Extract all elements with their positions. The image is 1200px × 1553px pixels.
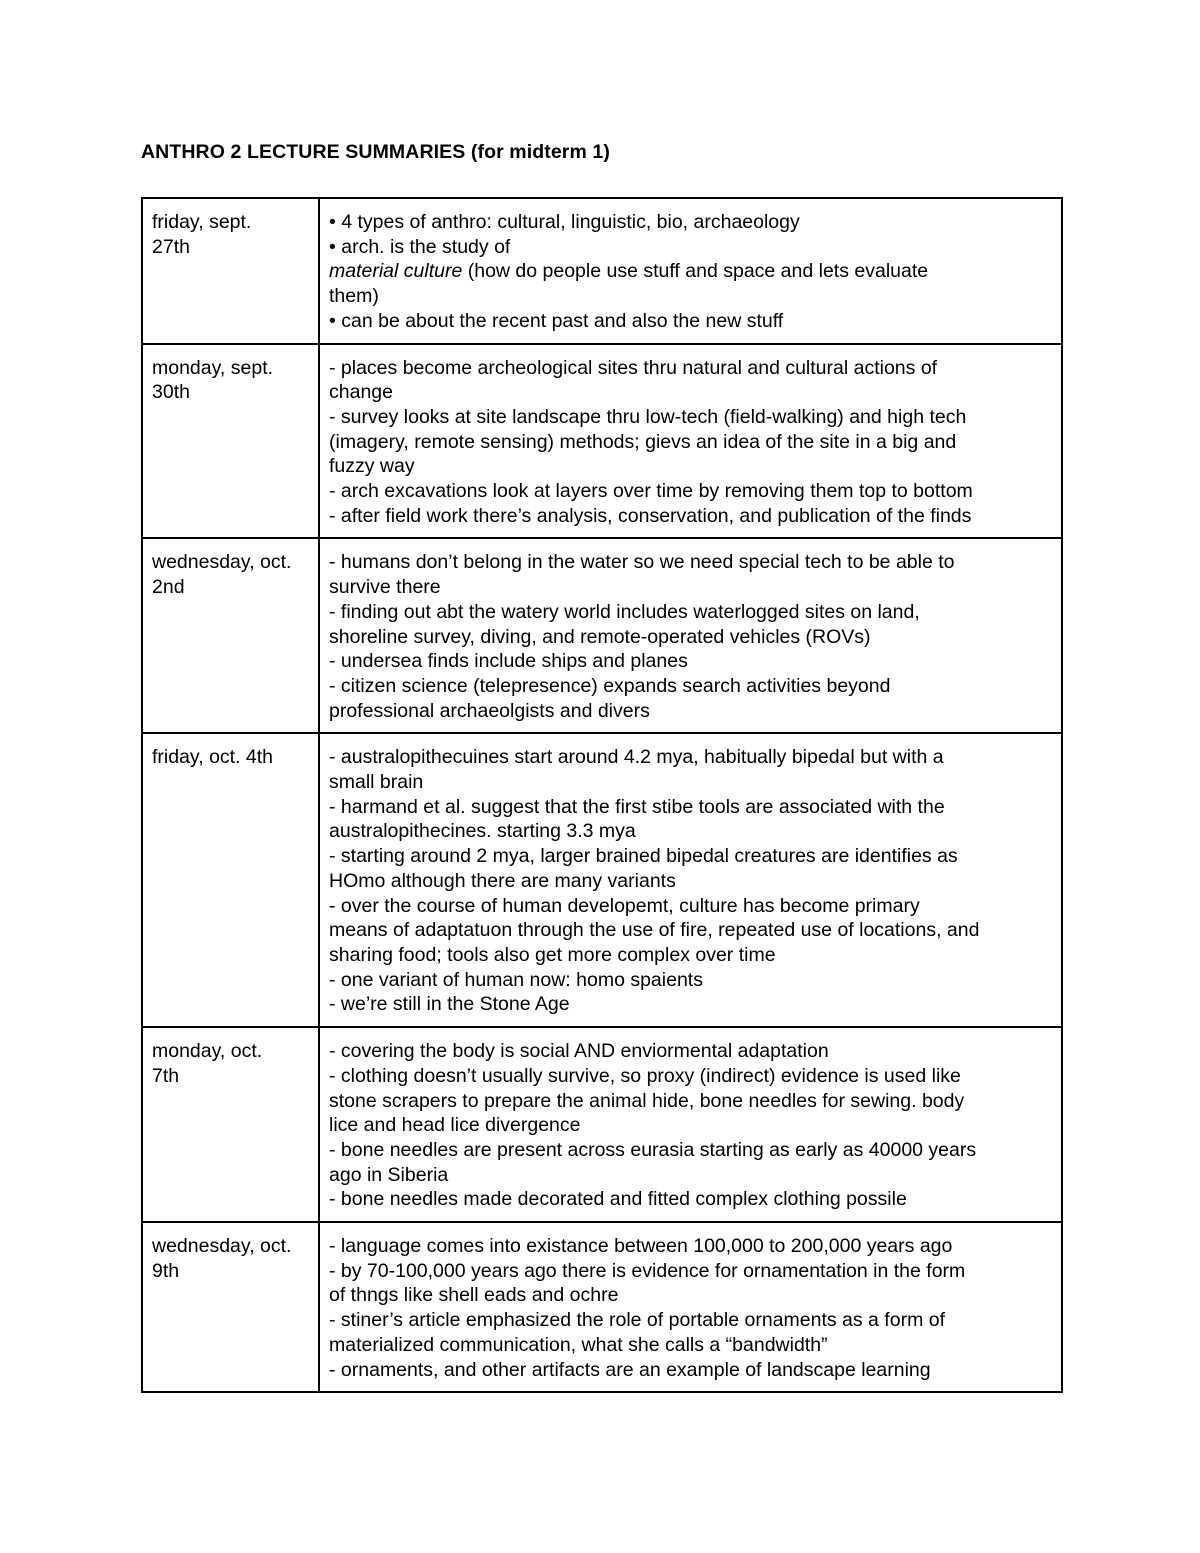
notes-cell bbox=[319, 1027, 1062, 1222]
date-cell bbox=[142, 344, 319, 539]
note-line: - bone needles are present across eurasia starting as early as 40000 years bbox=[329, 1138, 977, 1161]
lecture-summary-table bbox=[141, 197, 1063, 1393]
note-line: - citizen science (telepresence) expands search activities beyond bbox=[329, 674, 891, 697]
date-line: 27th bbox=[152, 235, 190, 258]
notes-cell bbox=[319, 733, 1062, 1027]
note-line bbox=[329, 259, 1053, 284]
note-line: - arch excavations look at layers over time by removing them top to bottom bbox=[329, 480, 973, 503]
note-line: - stiner’s article emphasized the role of portable ornaments as a form of bbox=[329, 1309, 945, 1332]
note-line: stone scrapers to prepare the animal hide, bone needles for sewing. body bbox=[329, 1089, 965, 1112]
note-line: - places become archeological sites thru natural and cultural actions of bbox=[329, 356, 938, 379]
date-line: friday, sept. bbox=[152, 211, 252, 233]
note-line: • 4 types of anthro: cultural, linguistic, bio, archaeology bbox=[329, 211, 800, 233]
note-line: lice and head lice divergence bbox=[329, 1114, 581, 1137]
note-line: HOmo although there are many variants bbox=[329, 869, 676, 892]
date-line: wednesday, oct. bbox=[152, 1235, 292, 1258]
date-line: 30th bbox=[152, 381, 190, 404]
note-fragment: (how do people use stuff and space and lets evaluate bbox=[462, 260, 929, 283]
date-line: wednesday, oct. bbox=[152, 551, 292, 574]
note-line: - finding out abt the watery world includes waterlogged sites on land, bbox=[329, 600, 920, 623]
date-line: friday, oct. 4th bbox=[152, 746, 274, 769]
notes-cell bbox=[319, 538, 1062, 733]
page-title: ANTHRO 2 LECTURE SUMMARIES (for midterm 1) bbox=[141, 141, 610, 163]
note-line: • can be about the recent past and also the new stuff bbox=[329, 309, 784, 332]
note-line: survive there bbox=[329, 576, 441, 599]
note-line: fuzzy way bbox=[329, 455, 415, 478]
note-line: - clothing doesn’t usually survive, so proxy (indirect) evidence is used like bbox=[329, 1064, 961, 1087]
note-line: (imagery, remote sensing) methods; gievs an idea of the site in a big and bbox=[329, 430, 957, 453]
note-line: means of adaptatuon through the use of fire, repeated use of locations, and bbox=[329, 919, 980, 942]
date-line: monday, sept. bbox=[152, 356, 274, 379]
table-row bbox=[142, 1027, 1062, 1222]
note-line: - survey looks at site landscape thru low-tech (field-walking) and high tech bbox=[329, 405, 967, 428]
note-line: them) bbox=[329, 285, 379, 308]
note-line: small brain bbox=[329, 771, 424, 794]
table-row bbox=[142, 1222, 1062, 1392]
material-culture-term: material culture bbox=[329, 260, 463, 283]
note-line: - language comes into existance between 100,000 to 200,000 years ago bbox=[329, 1235, 953, 1258]
note-line: - covering the body is social AND enviormental adaptation bbox=[329, 1040, 829, 1063]
date-cell bbox=[142, 538, 319, 733]
note-line: - humans don’t belong in the water so we need special tech to be able to bbox=[329, 551, 955, 574]
note-line: of thngs like shell eads and ochre bbox=[329, 1284, 619, 1307]
note-line: ago in Siberia bbox=[329, 1163, 449, 1186]
note-line: - we’re still in the Stone Age bbox=[329, 993, 570, 1016]
note-line: - over the course of human developemt, culture has become primary bbox=[329, 894, 920, 917]
note-line: australopithecines. starting 3.3 mya bbox=[329, 820, 636, 843]
date-line: monday, oct. bbox=[152, 1040, 263, 1063]
notes-cell bbox=[319, 344, 1062, 539]
notes-cell bbox=[319, 1222, 1062, 1392]
date-cell bbox=[142, 1222, 319, 1392]
note-line: - bone needles made decorated and fitted complex clothing possile bbox=[329, 1188, 907, 1211]
note-line: - harmand et al. suggest that the first stibe tools are associated with the bbox=[329, 795, 945, 818]
date-cell bbox=[142, 1027, 319, 1222]
note-line: shoreline survey, diving, and remote-operated vehicles (ROVs) bbox=[329, 625, 871, 648]
note-line: - ornaments, and other artifacts are an example of landscape learning bbox=[329, 1358, 931, 1381]
date-line: 2nd bbox=[152, 576, 185, 599]
table-row bbox=[142, 538, 1062, 733]
note-line: materialized communication, what she calls a “bandwidth” bbox=[329, 1333, 828, 1356]
date-cell bbox=[142, 198, 319, 344]
note-line: - undersea finds include ships and planes bbox=[329, 650, 688, 673]
table-row bbox=[142, 344, 1062, 539]
note-line: - one variant of human now: homo spaients bbox=[329, 968, 703, 991]
note-line: - after field work there’s analysis, conservation, and publication of the finds bbox=[329, 504, 972, 527]
table-row bbox=[142, 733, 1062, 1027]
note-line: professional archaeolgists and divers bbox=[329, 699, 650, 722]
date-cell bbox=[142, 733, 319, 1027]
note-line: • arch. is the study of bbox=[329, 235, 511, 258]
note-line: sharing food; tools also get more complex over time bbox=[329, 943, 776, 966]
table-row bbox=[142, 198, 1062, 344]
note-line: change bbox=[329, 381, 393, 404]
note-line: - by 70-100,000 years ago there is evidence for ornamentation in the form bbox=[329, 1259, 966, 1282]
note-line: - starting around 2 mya, larger brained bipedal creatures are identifies as bbox=[329, 845, 958, 868]
note-line: - australopithecuines start around 4.2 mya, habitually bipedal but with a bbox=[329, 746, 944, 769]
date-line: 7th bbox=[152, 1064, 180, 1087]
notes-cell bbox=[319, 198, 1062, 344]
date-line: 9th bbox=[152, 1259, 180, 1282]
